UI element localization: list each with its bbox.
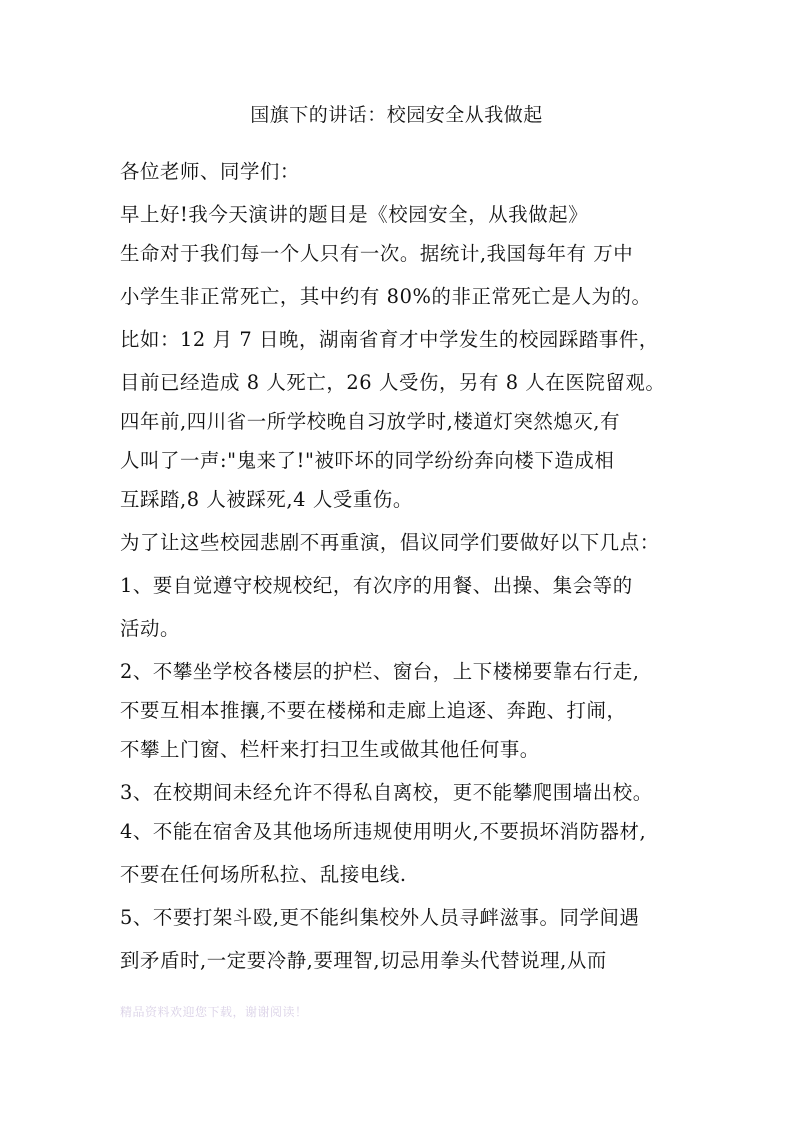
- document-title: 国旗下的讲话：校园安全从我做起: [250, 104, 543, 126]
- text-line: 目前已经造成 8 人死亡，26 人受伤，另有 8 人在医院留观。: [120, 371, 666, 394]
- text-line: 到矛盾时,一定要冷静,要理智,切忌用拳头代替说理,从而: [120, 949, 607, 972]
- text-line: 5、不要打架斗殴,更不能纠集校外人员寻衅滋事。同学间遇: [120, 906, 640, 929]
- text-line: 不要在任何场所私拉、乱接电线.: [120, 863, 407, 886]
- text-line: 比如：12 月 7 日晚，湖南省育才中学发生的校园踩踏事件，: [120, 328, 659, 351]
- text-line: 4、不能在宿舍及其他场所违规使用明火,不要损坏消防器材,: [120, 820, 647, 843]
- text-line: 1、要自觉遵守校规校纪，有次序的用餐、出操、集会等的: [120, 574, 633, 597]
- text-line: 不攀上门窗、栏杆来打扫卫生或做其他任何事。: [120, 738, 540, 761]
- text-line: 人叫了一声:"鬼来了!"被吓坏的同学纷纷奔向楼下造成相: [120, 449, 615, 472]
- text-line: 小学生非正常死亡，其中约有 80%的非正常死亡是人为的。: [120, 285, 652, 308]
- text-line: 2、不攀坐学校各楼层的护栏、窗台，上下楼梯要靠右行走,: [120, 660, 640, 683]
- text-line: 互踩踏,8 人被踩死,4 人受重伤。: [120, 488, 413, 511]
- text-line: 活动。: [120, 617, 180, 640]
- text-line: 不要互相本推攘,不要在楼梯和走廊上追逐、奔跑、打闹，: [120, 699, 627, 722]
- text-line: 为了让这些校园悲剧不再重演，倡议同学们要做好以下几点：: [120, 531, 660, 554]
- text-line: 四年前,四川省一所学校晚自习放学时,楼道灯突然熄灭,有: [120, 410, 621, 433]
- text-line: 各位老师、同学们：: [120, 160, 300, 183]
- text-line: 3、在校期间未经允许不得私自离校，更不能攀爬围墙出校。: [120, 781, 653, 804]
- footer-watermark: 精品资料欢迎您下载，谢谢阅读！: [120, 1005, 308, 1019]
- text-line: 生命对于我们每一个人只有一次。据统计,我国每年有 万中: [120, 242, 634, 265]
- text-line: 早上好!我今天演讲的题目是《校园安全，从我做起》: [120, 203, 589, 226]
